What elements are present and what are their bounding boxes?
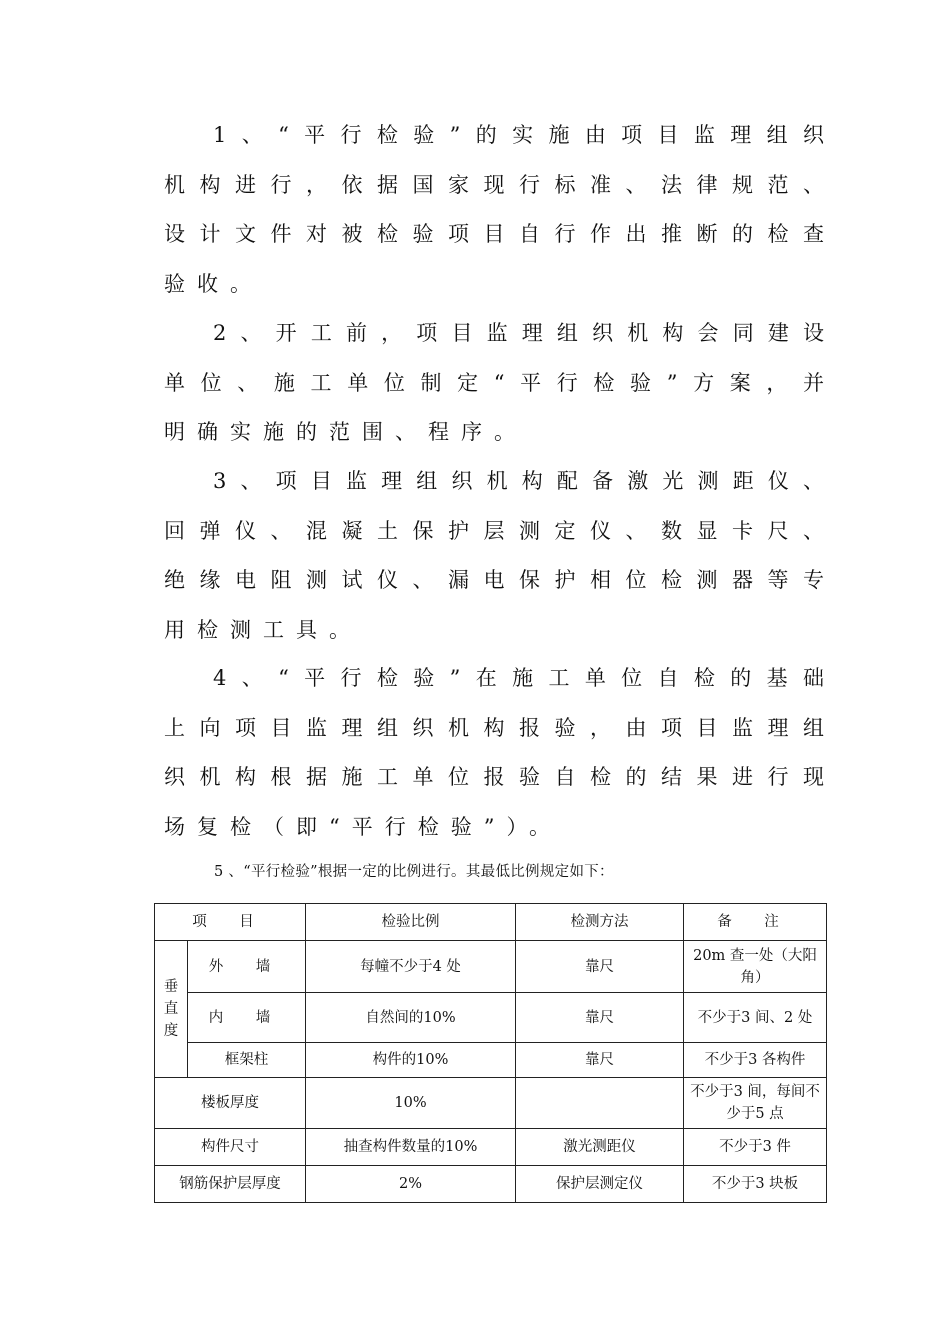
table-row bbox=[155, 1078, 827, 1129]
header-item: 项 目 bbox=[155, 904, 306, 941]
row-note: 20m 查一处（大阳角） bbox=[684, 941, 827, 993]
row-method: 靠尺 bbox=[516, 941, 684, 993]
row-item: 框架柱 bbox=[188, 1043, 306, 1078]
row-note: 不少于3 间、2 处 bbox=[684, 993, 827, 1043]
paragraph-line: 上向项目监理组织机构报验，由项目监理组 bbox=[164, 715, 824, 740]
row-method: 靠尺 bbox=[516, 993, 684, 1043]
row-ratio: 2% bbox=[306, 1166, 516, 1203]
paragraph-4 bbox=[164, 654, 824, 852]
paragraph-line: 绝缘电阻测试仪、漏电保护相位检测器等专 bbox=[164, 568, 824, 592]
paragraph-line: 2、开工前，项目监理组织机构会同建设 bbox=[213, 321, 824, 345]
row-item: 内 墙 bbox=[188, 993, 306, 1043]
paragraph-line: 织机构根据施工单位报验自检的结果进行现 bbox=[164, 765, 824, 789]
row-note: 不少于3 各构件 bbox=[684, 1043, 827, 1078]
paragraph-line: 3、项目监理组织机构配备激光测距仪、 bbox=[213, 469, 824, 493]
row-note: 不少于3 件 bbox=[684, 1129, 827, 1166]
row-ratio: 自然间的10% bbox=[306, 993, 516, 1043]
row-method bbox=[516, 1078, 684, 1129]
paragraph-line: 场复检（即“平行检验”）。 bbox=[164, 814, 562, 839]
row-item: 钢筋保护层厚度 bbox=[155, 1166, 306, 1203]
table-row bbox=[155, 1043, 827, 1078]
header-ratio: 检验比例 bbox=[306, 904, 516, 941]
paragraph-line: 单位、施工单位制定“平行检验”方案，并 bbox=[164, 370, 824, 395]
table-row bbox=[155, 993, 827, 1043]
row-ratio: 每幢不少于4 处 bbox=[306, 941, 516, 993]
row-method: 保护层测定仪 bbox=[516, 1166, 684, 1203]
paragraph-line: 4、“平行检验”在施工单位自检的基础 bbox=[213, 666, 824, 690]
row-method: 激光测距仪 bbox=[516, 1129, 684, 1166]
row-note: 不少于3 块板 bbox=[684, 1166, 827, 1203]
paragraph-line: 回弹仪、混凝土保护层测定仪、数显卡尺、 bbox=[164, 518, 824, 543]
header-method: 检测方法 bbox=[516, 904, 684, 941]
group-label-vertical: 垂 直 度 bbox=[155, 941, 188, 1078]
row-ratio: 抽查构件数量的10% bbox=[306, 1129, 516, 1166]
table-header-row bbox=[155, 904, 827, 941]
row-item: 构件尺寸 bbox=[155, 1129, 306, 1166]
paragraph-line: 1、“平行检验”的实施由项目监理组织 bbox=[213, 123, 824, 147]
row-item: 外 墙 bbox=[188, 941, 306, 993]
paragraph-1 bbox=[164, 111, 824, 309]
paragraph-line: 机构进行，依据国家现行标准、法律规范、 bbox=[164, 172, 824, 197]
paragraph-line: 明确实施的范围、程序。 bbox=[164, 420, 527, 444]
table-row bbox=[155, 1129, 827, 1166]
table-intro: 5 、“平行检验”根据一定的比例进行。其最低比例规定如下： bbox=[214, 864, 614, 880]
table-row bbox=[155, 1166, 827, 1203]
row-ratio: 10% bbox=[306, 1078, 516, 1129]
paragraph-line: 验收。 bbox=[164, 271, 263, 296]
inspection-ratio-table bbox=[154, 903, 827, 1203]
paragraph-line: 设计文件对被检验项目自行作出推断的检查 bbox=[164, 222, 824, 246]
paragraph-3 bbox=[164, 457, 824, 655]
header-note: 备 注 bbox=[684, 904, 827, 941]
table-row bbox=[155, 941, 827, 993]
row-note: 不少于3 间，每间不少于5 点 bbox=[684, 1078, 827, 1129]
paragraph-line: 用检测工具。 bbox=[164, 617, 362, 642]
row-method: 靠尺 bbox=[516, 1043, 684, 1078]
row-ratio: 构件的10% bbox=[306, 1043, 516, 1078]
row-item: 楼板厚度 bbox=[155, 1078, 306, 1129]
paragraph-2 bbox=[164, 309, 824, 458]
